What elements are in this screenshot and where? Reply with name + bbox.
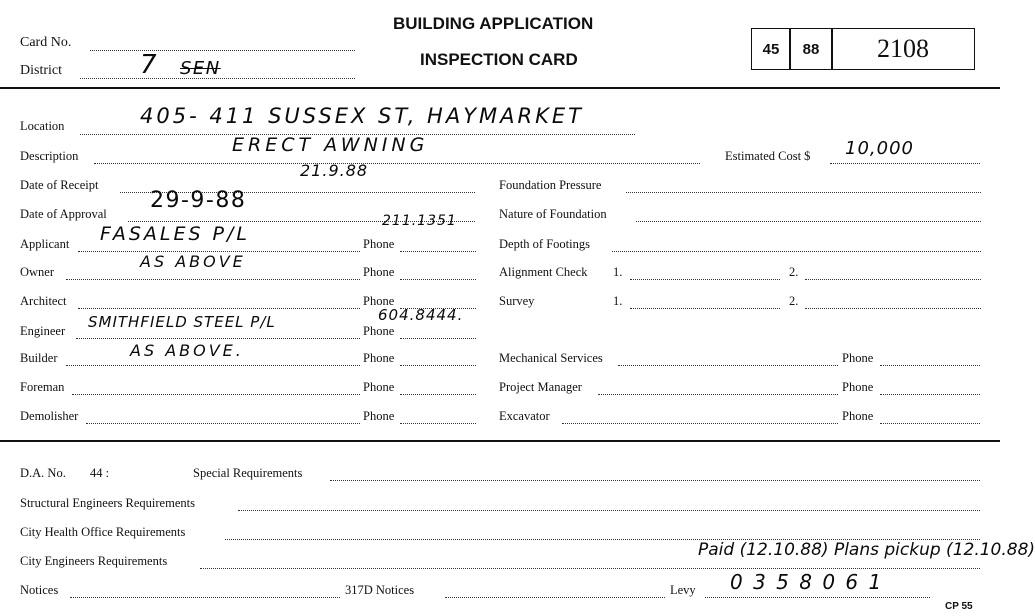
engineer-line (76, 338, 360, 339)
applicant-label: Applicant (20, 237, 70, 251)
section-divider (0, 440, 1000, 442)
foreman-phone-line (400, 394, 476, 395)
owner-line (66, 279, 360, 280)
demolisher-phone-label: Phone (363, 409, 395, 423)
demolisher-phone-line (400, 423, 476, 424)
description-line (94, 163, 700, 164)
applicant-value: FASALES P/L (100, 223, 251, 245)
owner-label: Owner (20, 265, 55, 279)
levy-line (705, 597, 930, 598)
engineer-phone-line (400, 338, 476, 339)
district-value: 7 (140, 50, 159, 80)
card-no-label: Card No. (20, 35, 72, 50)
alignment-1-label: 1. (613, 265, 623, 279)
excavator-label: Excavator (499, 409, 550, 423)
architect-label: Architect (20, 294, 67, 308)
engineer-phone: 604.8444. (378, 306, 464, 324)
builder-line (66, 365, 360, 366)
district-struck: SEN (180, 58, 221, 79)
card-no-line (90, 50, 355, 51)
description-value: ERECT AWNING (232, 134, 429, 156)
alignment-2-label: 2. (789, 265, 799, 279)
city-engineers-line (200, 568, 980, 569)
foreman-line (72, 394, 360, 395)
header-divider (0, 87, 1000, 89)
foundation-pressure-line (626, 192, 981, 193)
estimated-cost-value: 10,000 (845, 138, 914, 159)
location-label: Location (20, 119, 65, 133)
depth-footings-label: Depth of Footings (499, 237, 590, 251)
owner-phone-line (400, 279, 476, 280)
foreman-phone-label: Phone (363, 380, 395, 394)
nature-foundation-label: Nature of Foundation (499, 207, 607, 221)
card-box-1: 45 (751, 28, 791, 70)
survey-label: Survey (499, 294, 535, 308)
da-no-label: D.A. No. (20, 466, 66, 480)
excavator-line (562, 423, 838, 424)
city-engineers-label: City Engineers Requirements (20, 554, 168, 568)
structural-engineers-line (238, 510, 980, 511)
engineer-label: Engineer (20, 324, 66, 338)
estimated-cost-line (830, 163, 980, 164)
special-requirements-label: Special Requirements (193, 466, 303, 480)
survey-2-label: 2. (789, 294, 799, 308)
builder-phone-line (400, 365, 476, 366)
form-code: CP 55 (945, 601, 973, 612)
applicant-phone-line (400, 251, 476, 252)
approval-value: 29-9-88 (150, 188, 247, 213)
project-manager-label: Project Manager (499, 380, 582, 394)
mechanical-services-line (618, 365, 838, 366)
notices-label: Notices (20, 583, 59, 597)
survey-1-label: 1. (613, 294, 623, 308)
architect-line (78, 308, 360, 309)
317d-notices-line (445, 597, 665, 598)
receipt-value: 21.9.88 (300, 161, 369, 180)
engineer-phone-label: Phone (363, 324, 395, 338)
317d-notices-label: 317D Notices (345, 583, 415, 597)
engineer-value: SMITHFIELD STEEL P/L (88, 313, 276, 331)
levy-value: 0 3 5 8 0 6 1 (730, 570, 884, 594)
mechanical-services-label: Mechanical Services (499, 351, 603, 365)
project-phone-line (880, 394, 980, 395)
mechanical-phone-label: Phone (842, 351, 874, 365)
levy-label: Levy (670, 583, 696, 597)
title-line2: INSPECTION CARD (420, 50, 578, 69)
district-label: District (20, 63, 62, 78)
structural-engineers-label: Structural Engineers Requirements (20, 496, 195, 510)
applicant-phone: 211.1351 (382, 213, 457, 229)
nature-foundation-line (636, 221, 981, 222)
excavator-phone-label: Phone (842, 409, 874, 423)
title-line1: BUILDING APPLICATION (393, 14, 594, 33)
location-value: 405- 411 SUSSEX ST, HAYMARKET (140, 104, 584, 128)
card-box-2: 88 (789, 28, 833, 70)
estimated-cost-label: Estimated Cost $ (725, 149, 811, 163)
owner-phone-label: Phone (363, 265, 395, 279)
owner-value: AS ABOVE (140, 252, 246, 271)
notices-line (70, 597, 340, 598)
mechanical-phone-line (880, 365, 980, 366)
foreman-label: Foreman (20, 380, 65, 394)
demolisher-label: Demolisher (20, 409, 79, 423)
demolisher-line (86, 423, 360, 424)
builder-phone-label: Phone (363, 351, 395, 365)
receipt-label: Date of Receipt (20, 178, 99, 192)
card-number-box: 2108 (831, 28, 975, 70)
survey-1-line (630, 308, 780, 309)
foundation-pressure-label: Foundation Pressure (499, 178, 602, 192)
alignment-check-label: Alignment Check (499, 265, 588, 279)
excavator-phone-line (880, 423, 980, 424)
builder-label: Builder (20, 351, 58, 365)
project-manager-line (598, 394, 838, 395)
approval-label: Date of Approval (20, 207, 107, 221)
builder-value: AS ABOVE. (130, 341, 244, 360)
architect-phone-label: Phone (363, 294, 395, 308)
alignment-1-line (630, 279, 780, 280)
da-no-value: 44 : (90, 466, 110, 480)
city-engineers-value: Paid (12.10.88) Plans pickup (12.10.88) (698, 540, 1035, 560)
depth-footings-line (612, 251, 981, 252)
applicant-phone-label: Phone (363, 237, 395, 251)
alignment-2-line (805, 279, 981, 280)
special-requirements-line (330, 480, 980, 481)
description-label: Description (20, 149, 79, 163)
survey-2-line (805, 308, 981, 309)
city-health-label: City Health Office Requirements (20, 525, 186, 539)
project-phone-label: Phone (842, 380, 874, 394)
